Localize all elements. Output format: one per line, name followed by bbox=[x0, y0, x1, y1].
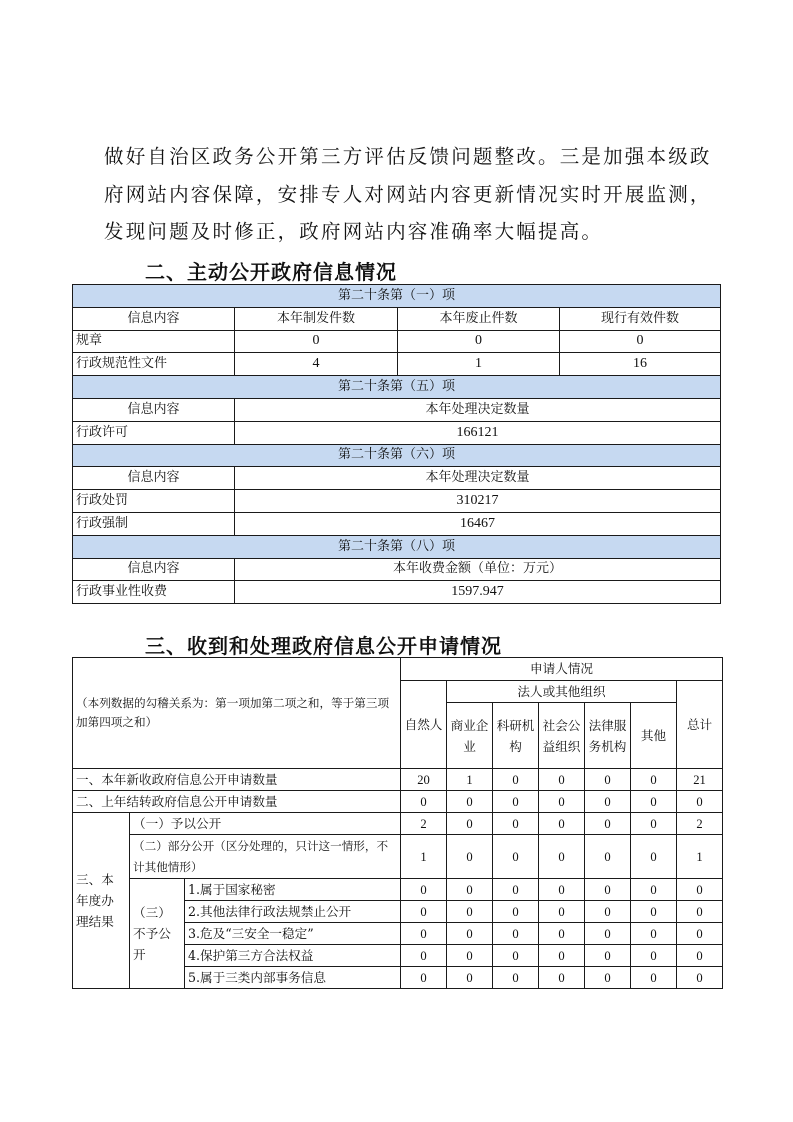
header-cell: 本年收费金额（单位：万元） bbox=[235, 558, 721, 581]
value-cell: 0 bbox=[401, 901, 447, 923]
value-cell: 0 bbox=[447, 945, 493, 967]
header-cell: 现行有效件数 bbox=[560, 307, 721, 330]
table-row bbox=[73, 330, 721, 353]
value-cell: 0 bbox=[539, 791, 585, 813]
value-cell: 0 bbox=[539, 945, 585, 967]
section3-heading: 三、收到和处理政府信息公开申请情况 bbox=[145, 634, 502, 658]
value-cell: 0 bbox=[539, 769, 585, 791]
row-label: 行政事业性收费 bbox=[73, 581, 235, 604]
table-row bbox=[73, 835, 723, 879]
header-cell: 信息内容 bbox=[73, 467, 235, 490]
value-cell: 0 bbox=[677, 967, 723, 989]
table-row bbox=[73, 490, 721, 513]
value-cell: 0 bbox=[631, 901, 677, 923]
value-cell: 0 bbox=[631, 923, 677, 945]
natural-person-header: 自然人 bbox=[401, 681, 447, 769]
value-cell: 4 bbox=[235, 353, 398, 376]
value-cell: 16 bbox=[560, 353, 721, 376]
row-label: 2.其他法律行政法规禁止公开 bbox=[185, 901, 401, 923]
value-cell: 0 bbox=[235, 330, 398, 353]
value-cell: 0 bbox=[493, 967, 539, 989]
org-column-header: 商业企业 bbox=[447, 703, 493, 769]
row-label: 一、本年新收政府信息公开申请数量 bbox=[73, 769, 401, 791]
band-item6: 第二十条第（六）项 bbox=[73, 444, 721, 467]
header-cell: 信息内容 bbox=[73, 398, 235, 421]
header-row bbox=[73, 307, 721, 330]
value-cell: 1 bbox=[398, 353, 560, 376]
band-row bbox=[73, 376, 721, 399]
table-row bbox=[73, 421, 721, 444]
value-cell: 0 bbox=[631, 791, 677, 813]
paragraph-line: 发现问题及时修正，政府网站内容准确率大幅提高。 bbox=[104, 220, 604, 243]
value-cell: 0 bbox=[401, 791, 447, 813]
value-cell: 16467 bbox=[235, 512, 721, 535]
value-cell: 0 bbox=[493, 945, 539, 967]
row-label: 规章 bbox=[73, 330, 235, 353]
band-row bbox=[73, 444, 721, 467]
value-cell: 0 bbox=[585, 769, 631, 791]
value-cell: 0 bbox=[493, 769, 539, 791]
value-cell: 0 bbox=[539, 835, 585, 879]
band-item1: 第二十条第（一）项 bbox=[73, 285, 721, 308]
value-cell: 0 bbox=[493, 901, 539, 923]
band-item8: 第二十条第（八）项 bbox=[73, 535, 721, 558]
table-row bbox=[73, 353, 721, 376]
total-header: 总计 bbox=[677, 681, 723, 769]
intro-paragraph bbox=[104, 138, 712, 251]
value-cell: 0 bbox=[677, 879, 723, 901]
row-label: 二、上年结转政府信息公开申请数量 bbox=[73, 791, 401, 813]
value-cell: 0 bbox=[677, 923, 723, 945]
row-label: 4.保护第三方合法权益 bbox=[185, 945, 401, 967]
value-cell: 0 bbox=[539, 901, 585, 923]
value-cell: 0 bbox=[539, 967, 585, 989]
application-table bbox=[72, 657, 723, 989]
value-cell: 0 bbox=[631, 945, 677, 967]
value-cell: 0 bbox=[398, 330, 560, 353]
header-cell: 本年废止件数 bbox=[398, 307, 560, 330]
proactive-disclosure-table bbox=[72, 284, 721, 604]
value-cell: 0 bbox=[447, 879, 493, 901]
value-cell: 0 bbox=[539, 923, 585, 945]
org-column-header: 科研机构 bbox=[493, 703, 539, 769]
value-cell: 0 bbox=[401, 967, 447, 989]
paragraph-line: 做好自治区政务公开第三方评估反馈问题整改。三是加强本级政 bbox=[104, 145, 712, 168]
value-cell: 0 bbox=[631, 879, 677, 901]
note-cell: （本列数据的勾稽关系为：第一项加第二项之和，等于第三项加第四项之和） bbox=[73, 658, 401, 769]
value-cell: 0 bbox=[493, 791, 539, 813]
value-cell: 2 bbox=[401, 813, 447, 835]
row-label: 3.危及“三安全一稳定” bbox=[185, 923, 401, 945]
value-cell: 1597.947 bbox=[235, 581, 721, 604]
value-cell: 0 bbox=[447, 813, 493, 835]
value-cell: 0 bbox=[539, 879, 585, 901]
header-cell: 本年处理决定数量 bbox=[235, 467, 721, 490]
header-cell: 本年制发件数 bbox=[235, 307, 398, 330]
value-cell: 0 bbox=[585, 813, 631, 835]
value-cell: 0 bbox=[493, 879, 539, 901]
table-row bbox=[73, 813, 723, 835]
value-cell: 310217 bbox=[235, 490, 721, 513]
header-row bbox=[73, 558, 721, 581]
applicant-header: 申请人情况 bbox=[401, 658, 723, 681]
value-cell: 0 bbox=[447, 967, 493, 989]
legal-org-header: 法人或其他组织 bbox=[447, 681, 677, 703]
value-cell: 0 bbox=[560, 330, 721, 353]
value-cell: 166121 bbox=[235, 421, 721, 444]
value-cell: 0 bbox=[493, 923, 539, 945]
header-row bbox=[73, 658, 723, 681]
value-cell: 0 bbox=[493, 835, 539, 879]
value-cell: 0 bbox=[631, 967, 677, 989]
table-row bbox=[73, 581, 721, 604]
value-cell: 0 bbox=[585, 879, 631, 901]
value-cell: 0 bbox=[447, 835, 493, 879]
value-cell: 0 bbox=[677, 901, 723, 923]
value-cell: 0 bbox=[631, 835, 677, 879]
header-row bbox=[73, 398, 721, 421]
value-cell: 20 bbox=[401, 769, 447, 791]
value-cell: 0 bbox=[493, 813, 539, 835]
value-cell: 0 bbox=[401, 923, 447, 945]
value-cell: 0 bbox=[585, 791, 631, 813]
value-cell: 0 bbox=[677, 791, 723, 813]
row-label: 行政许可 bbox=[73, 421, 235, 444]
value-cell: 0 bbox=[539, 813, 585, 835]
row-label: 行政强制 bbox=[73, 512, 235, 535]
value-cell: 0 bbox=[585, 923, 631, 945]
org-column-header: 社会公益组织 bbox=[539, 703, 585, 769]
value-cell: 1 bbox=[677, 835, 723, 879]
band-item5: 第二十条第（五）项 bbox=[73, 376, 721, 399]
value-cell: 0 bbox=[447, 791, 493, 813]
not-public-group-label: （三）不予公开 bbox=[130, 879, 185, 989]
header-row bbox=[73, 467, 721, 490]
table-row bbox=[73, 769, 723, 791]
value-cell: 0 bbox=[585, 901, 631, 923]
org-column-header: 法律服务机构 bbox=[585, 703, 631, 769]
header-cell: 信息内容 bbox=[73, 558, 235, 581]
value-cell: 0 bbox=[631, 769, 677, 791]
value-cell: 0 bbox=[585, 967, 631, 989]
row-label: （二）部分公开（区分处理的，只计这一情形，不计其他情形） bbox=[130, 835, 401, 879]
header-cell: 本年处理决定数量 bbox=[235, 398, 721, 421]
row-label: 行政规范性文件 bbox=[73, 353, 235, 376]
row-label: 1.属于国家秘密 bbox=[185, 879, 401, 901]
value-cell: 0 bbox=[401, 879, 447, 901]
value-cell: 0 bbox=[631, 813, 677, 835]
value-cell: 21 bbox=[677, 769, 723, 791]
value-cell: 0 bbox=[585, 945, 631, 967]
value-cell: 0 bbox=[447, 901, 493, 923]
table-row bbox=[73, 879, 723, 901]
value-cell: 0 bbox=[447, 923, 493, 945]
table-row bbox=[73, 791, 723, 813]
band-row bbox=[73, 535, 721, 558]
paragraph-line: 府网站内容保障，安排专人对网站内容更新情况实时开展监测， bbox=[104, 182, 712, 206]
org-column-header: 其他 bbox=[631, 703, 677, 769]
table-row bbox=[73, 512, 721, 535]
value-cell: 0 bbox=[677, 945, 723, 967]
result-group-label: 三、本年度办理结果 bbox=[73, 813, 130, 989]
band-row bbox=[73, 285, 721, 308]
value-cell: 2 bbox=[677, 813, 723, 835]
row-label: （一）予以公开 bbox=[130, 813, 401, 835]
header-cell: 信息内容 bbox=[73, 307, 235, 330]
value-cell: 0 bbox=[401, 945, 447, 967]
value-cell: 1 bbox=[401, 835, 447, 879]
row-label: 行政处罚 bbox=[73, 490, 235, 513]
value-cell: 1 bbox=[447, 769, 493, 791]
row-label: 5.属于三类内部事务信息 bbox=[185, 967, 401, 989]
value-cell: 0 bbox=[585, 835, 631, 879]
section2-heading: 二、主动公开政府信息情况 bbox=[145, 260, 397, 284]
